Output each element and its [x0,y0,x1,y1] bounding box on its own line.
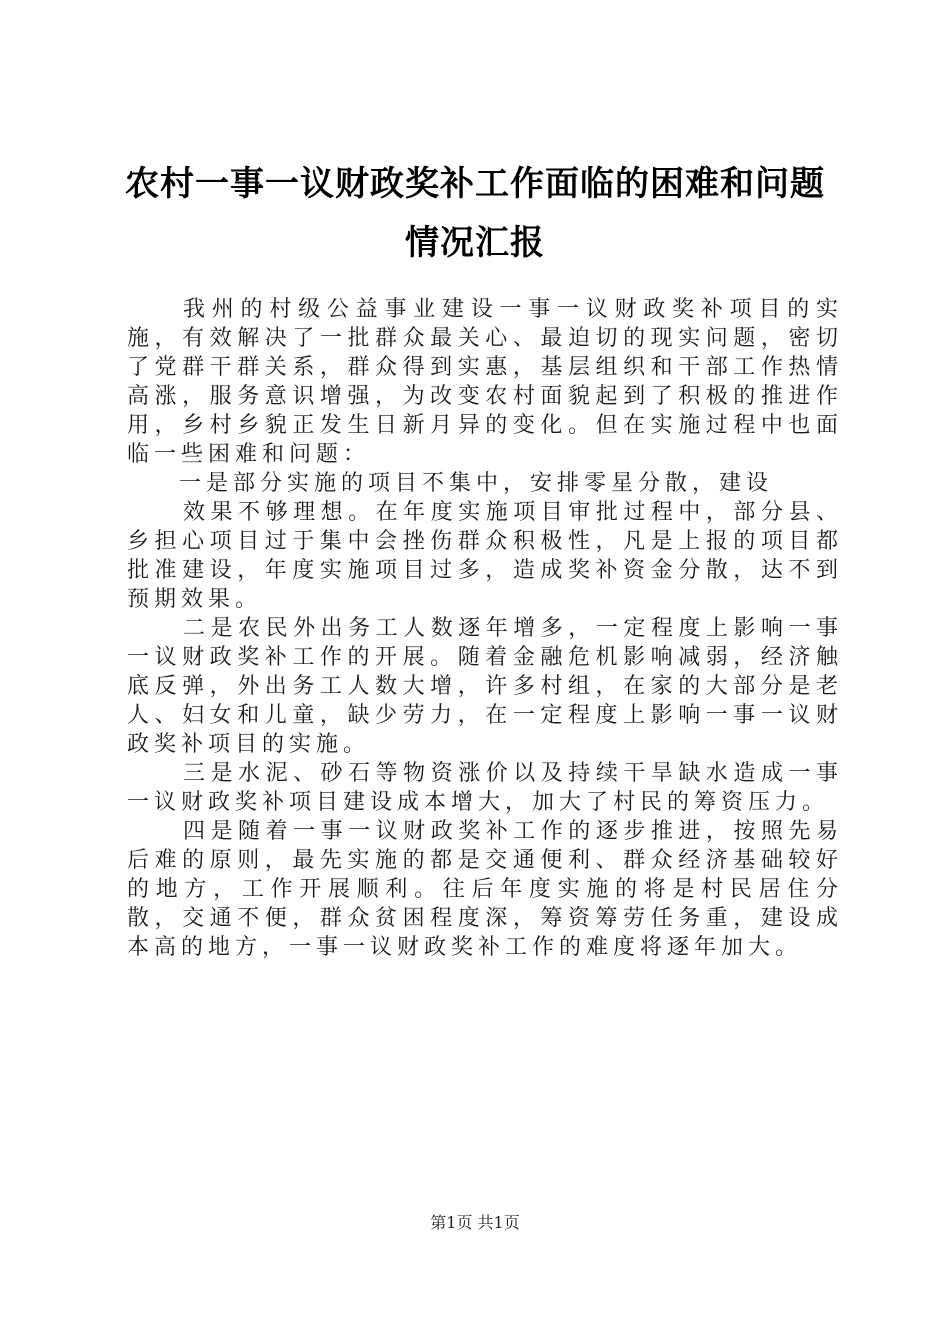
document-title-line-1: 农村一事一议财政奖补工作面临的困难和问题 [125,164,825,204]
paragraph-intro: 我州的村级公益事业建设一事一议财政奖补项目的实施，有效解决了一批群众最关心、最迫切的现实问题，密切了党群干群关系，群众得到实惠，基层组织和干部工作热情高涨，服务意识增强，为改变农村面貌起到了积极的推进作用，乡村乡貌正发生日新月异的变化。但在实施过程中也面临一些困难和问题： [127,297,843,467]
paragraph-point-1: 效果不够理想。在年度实施项目审批过程中，部分县、乡担心项目过于集中会挫伤群众积极性，凡是上报的项目都批准建设，年度实施项目过多，造成奖补资金分散，达不到预期效果。 [127,500,843,612]
page-footer: 第1页 共1页 [430,1213,520,1232]
paragraph-point-2: 二是农民外出务工人数逐年增多，一定程度上影响一事一议财政奖补工作的开展。随着金融危机影响减弱，经济触底反弹，外出务工人数大增，许多村组，在家的大部分是老人、妇女和儿童，缺少劳力，在一定程度上影响一事一议财政奖补项目的实施。 [127,616,843,757]
paragraph-point-3: 三是水泥、砂石等物资涨价以及持续干旱缺水造成一事一议财政奖补项目建设成本增大，加大了村民的筹资压力。 [127,761,843,815]
paragraph-point-1-heading: 一是部分实施的项目不集中，安排零星分散，建设 [179,471,774,496]
document-body [127,295,843,962]
document-title-line-2: 情况汇报 [405,223,545,263]
paragraph-point-4: 四是随着一事一议财政奖补工作的逐步推进，按照先易后难的原则，最先实施的都是交通便利、群众经济基础较好的地方，工作开展顺利。往后年度实施的将是村民居住分散，交通不便，群众贫困程度深，筹资筹劳任务重，建设成本高的地方，一事一议财政奖补工作的难度将逐年加大。 [127,819,843,960]
